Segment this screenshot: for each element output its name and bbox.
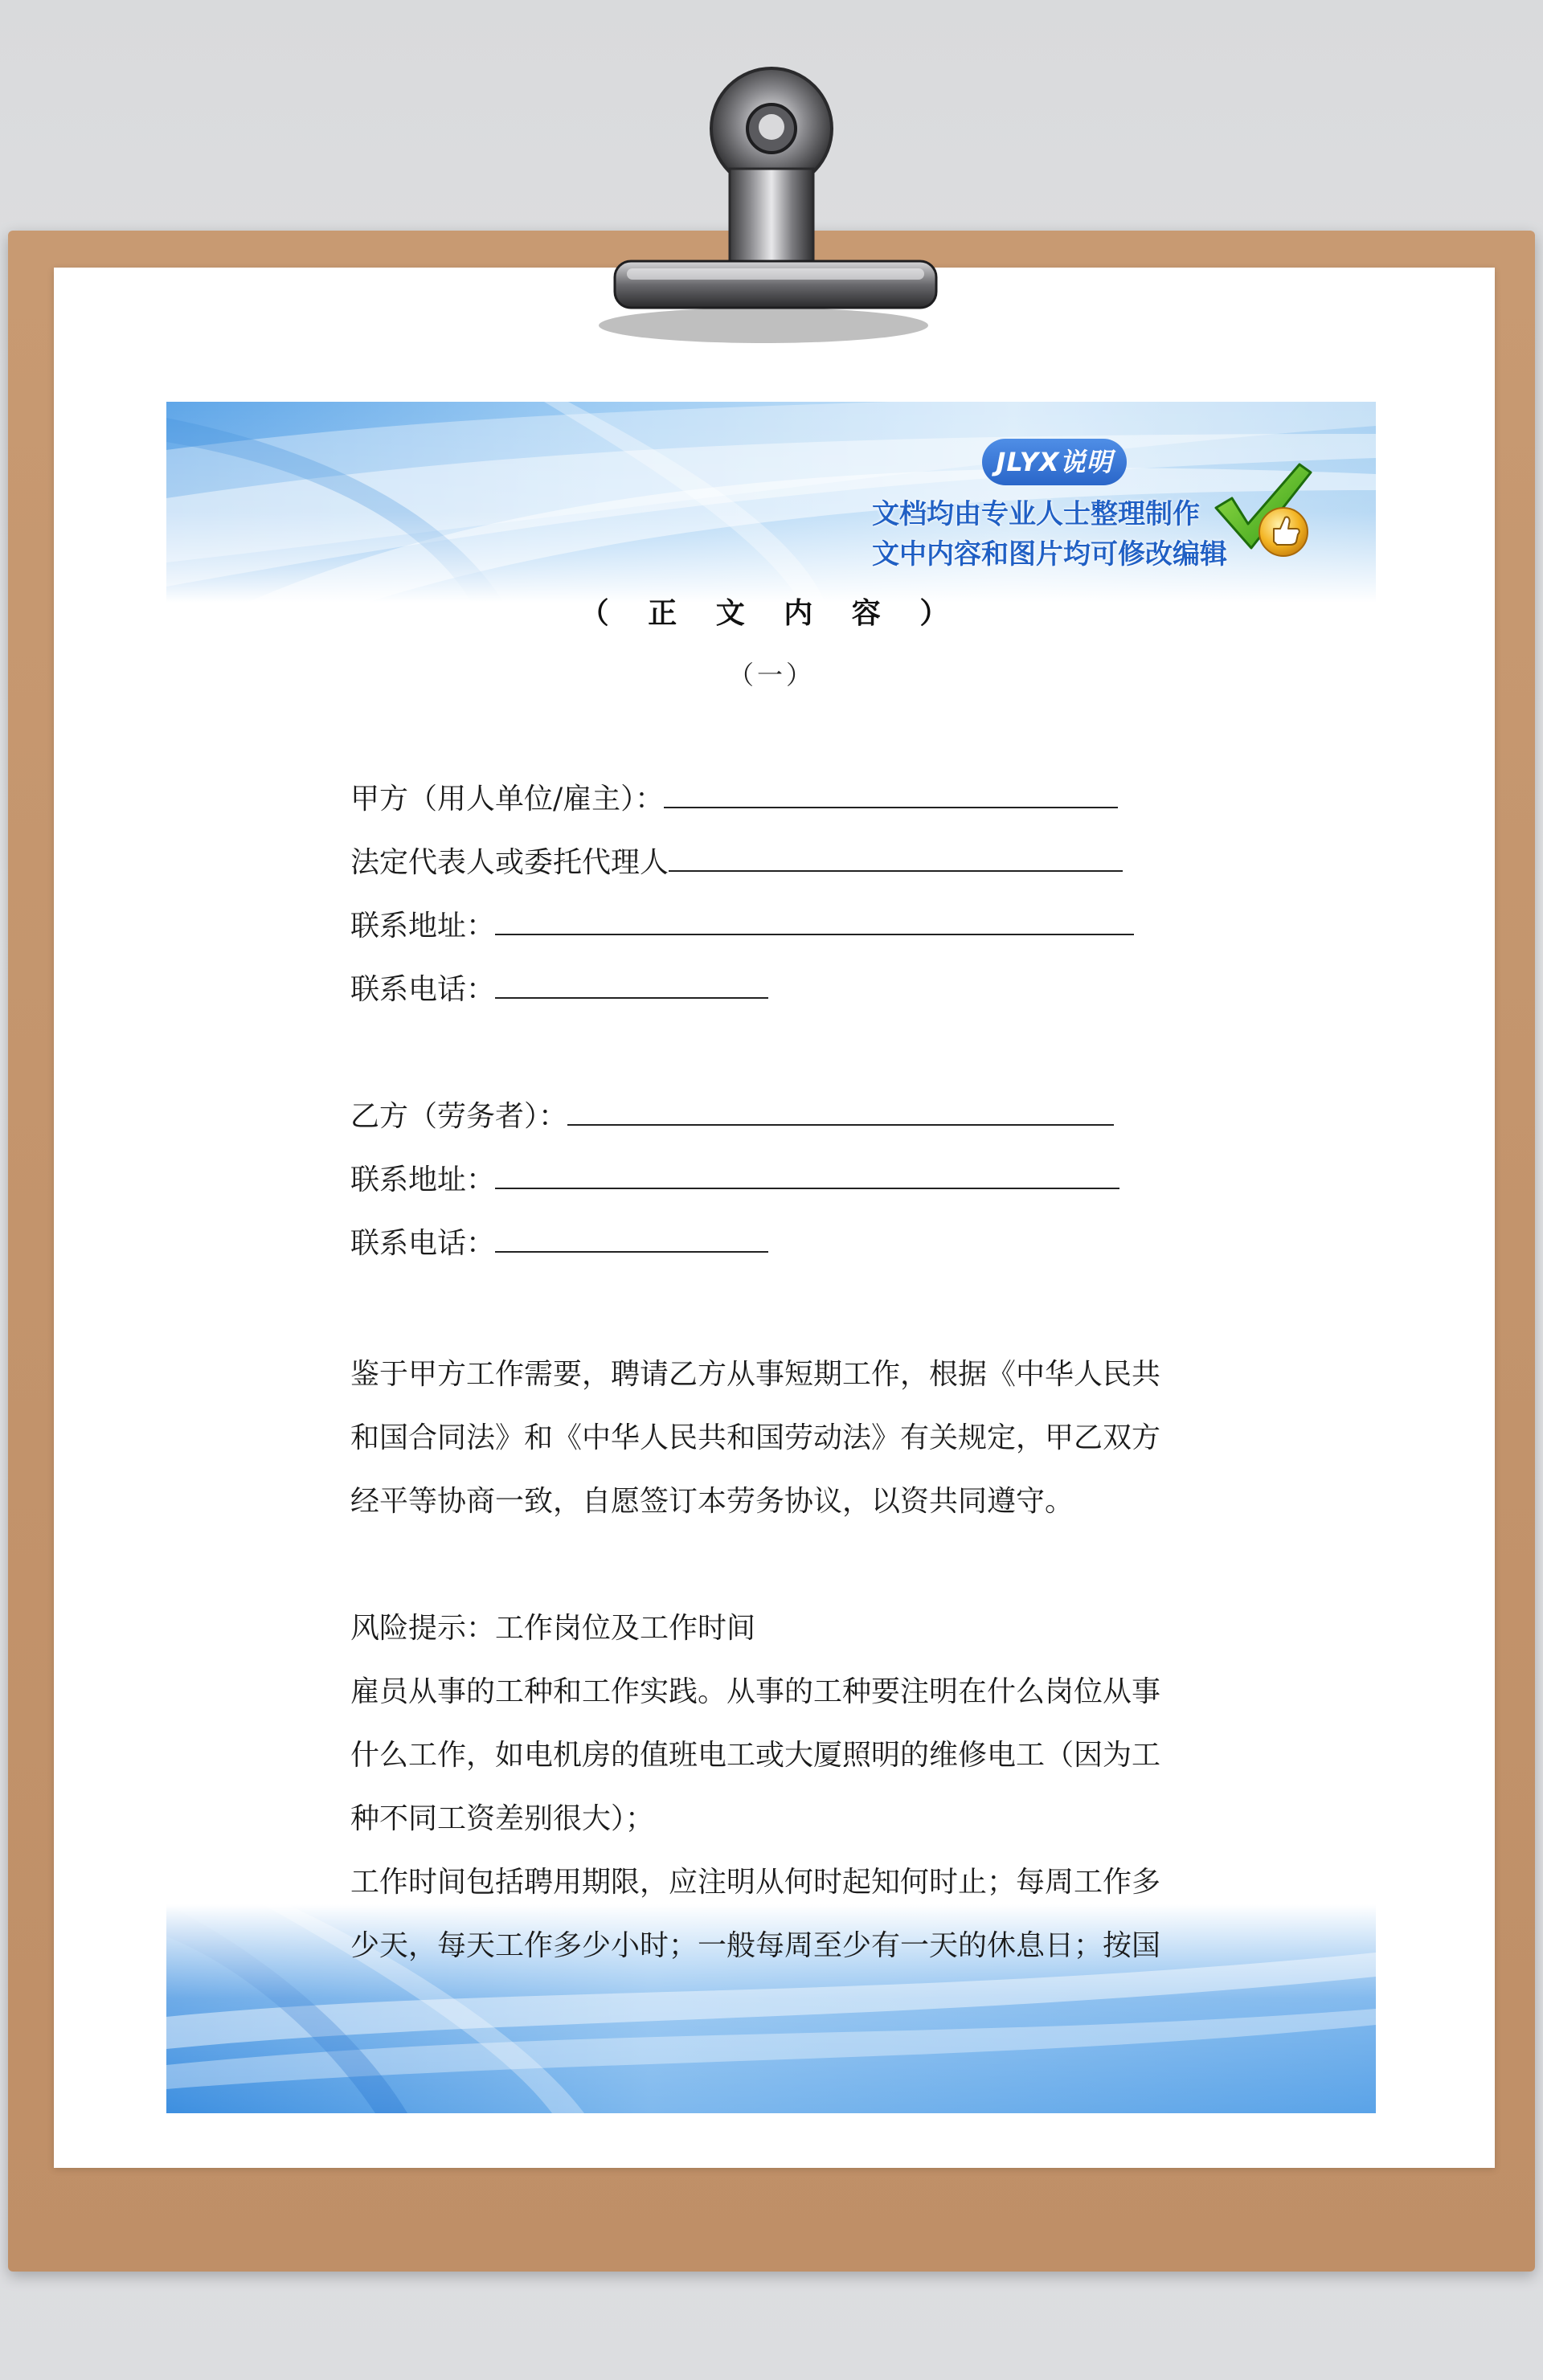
- risk-body-line-5: 少天，每天工作多少小时；一般每周至少有一天的休息日；按国: [350, 1929, 1161, 1962]
- jlyx-badge: JLYX说明: [982, 439, 1127, 485]
- notice-line-1: 文档均由专业人士整理制作: [872, 498, 1200, 530]
- preamble-line-3: 经平等协商一致，自愿签订本劳务协议，以资共同遵守。: [350, 1485, 1074, 1518]
- party-b-address-row: [350, 1163, 1119, 1198]
- party-a-name-row: [350, 782, 1118, 817]
- binder-clip-icon: [579, 48, 948, 354]
- party-b-address-blank[interactable]: [495, 1163, 1119, 1189]
- party-b-phone-blank[interactable]: [495, 1227, 768, 1253]
- risk-body-line-2: 什么工作，如电机房的值班电工或大厦照明的维修电工（因为工: [350, 1739, 1161, 1772]
- risk-body-line-1: 雇员从事的工种和工作实践。从事的工种要注明在什么岗位从事: [350, 1675, 1161, 1708]
- party-a-name-label: 甲方（用人单位/雇主）：: [350, 783, 665, 816]
- party-b-phone-row: [350, 1226, 768, 1262]
- party-a-address-row: [350, 909, 1134, 944]
- party-a-phone-blank[interactable]: [495, 973, 768, 999]
- risk-heading: 风险提示：工作岗位及工作时间: [350, 1612, 756, 1645]
- party-b-address-label: 联系地址：: [350, 1163, 496, 1196]
- party-a-rep-blank[interactable]: [669, 846, 1123, 872]
- party-b-name-row: [350, 1099, 1114, 1135]
- notice-line-2: 文中内容和图片均可修改编辑: [872, 538, 1227, 570]
- section-number: （一）: [727, 660, 815, 690]
- party-a-phone-label: 联系电话：: [350, 973, 496, 1006]
- party-a-phone-row: [350, 972, 768, 1008]
- checkmark-thumbs-up-icon: [1209, 458, 1322, 562]
- party-b-name-blank[interactable]: [567, 1100, 1114, 1126]
- party-a-name-blank[interactable]: [664, 783, 1118, 808]
- party-b-phone-label: 联系电话：: [350, 1227, 496, 1260]
- page-title: （ 正 文 内 容 ）: [579, 597, 964, 630]
- party-a-rep-row: [350, 845, 1123, 881]
- party-b-name-label: 乙方（劳务者）：: [350, 1100, 568, 1133]
- preamble-line-1: 鉴于甲方工作需要，聘请乙方从事短期工作，根据《中华人民共: [350, 1358, 1161, 1391]
- party-a-address-blank[interactable]: [495, 910, 1134, 935]
- risk-body-line-3: 种不同工资差别很大）；: [350, 1802, 655, 1835]
- party-a-address-label: 联系地址：: [350, 910, 496, 943]
- party-a-rep-label: 法定代表人或委托代理人: [350, 846, 669, 879]
- preamble-line-2: 和国合同法》和《中华人民共和国劳动法》有关规定，甲乙双方: [350, 1421, 1161, 1454]
- risk-body-line-4: 工作时间包括聘用期限，应注明从何时起知何时止；每周工作多: [350, 1866, 1161, 1899]
